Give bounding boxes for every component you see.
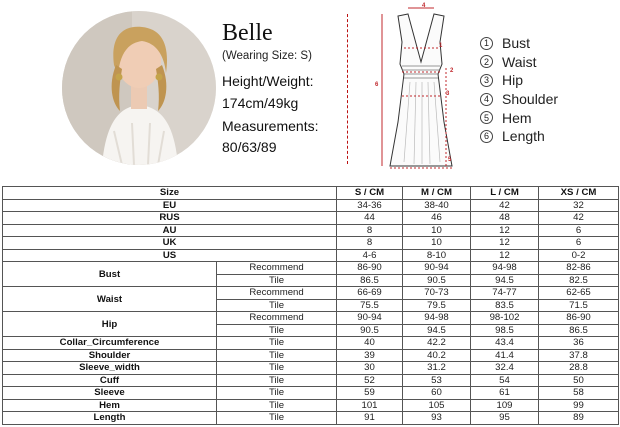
row-sublabel: Tile	[217, 299, 337, 312]
legend-item-hip	[480, 71, 558, 90]
legend-label: Hip	[502, 72, 524, 89]
value-cell: 8	[337, 237, 403, 250]
size-chart-body	[3, 187, 619, 425]
table-header-row	[3, 187, 619, 200]
value-cell: 91	[337, 412, 403, 425]
value-cell: 4-6	[337, 249, 403, 262]
marker-hem: 5	[448, 157, 452, 163]
row-sublabel: Tile	[217, 374, 337, 387]
table-row	[3, 312, 619, 325]
value-cell: 79.5	[403, 299, 471, 312]
row-label: Hip	[3, 312, 217, 337]
value-cell: 90.5	[403, 274, 471, 287]
row-label: Bust	[3, 262, 217, 287]
height-weight-value: 174cm/49kg	[222, 95, 299, 111]
legend-number: 3	[480, 74, 493, 87]
value-cell: 75.5	[337, 299, 403, 312]
legend-label: Waist	[502, 53, 537, 70]
value-cell: 40	[337, 337, 403, 350]
value-cell: 99	[539, 399, 619, 412]
legend-label: Shoulder	[502, 91, 559, 108]
value-cell: 61	[471, 387, 539, 400]
header-cell: Size	[3, 187, 337, 200]
value-cell: 98-102	[471, 312, 539, 325]
row-label: US	[3, 249, 337, 262]
value-cell: 54	[471, 374, 539, 387]
height-weight-label: Height/Weight:	[222, 73, 314, 89]
legend-label: Hem	[502, 109, 532, 126]
table-row	[3, 237, 619, 250]
marker-waist: 2	[450, 68, 454, 74]
legend-item-bust	[480, 34, 558, 53]
model-info-panel	[0, 0, 620, 186]
value-cell: 28.8	[539, 362, 619, 375]
row-sublabel: Tile	[217, 399, 337, 412]
marker-bust: 1	[439, 43, 443, 49]
value-cell: 46	[403, 212, 471, 225]
table-row	[3, 374, 619, 387]
value-cell: 10	[403, 237, 471, 250]
row-label: AU	[3, 224, 337, 237]
measurements-value: 80/63/89	[222, 139, 277, 155]
table-row	[3, 199, 619, 212]
row-label: UK	[3, 237, 337, 250]
row-label: Cuff	[3, 374, 217, 387]
value-cell: 44	[337, 212, 403, 225]
value-cell: 8	[337, 224, 403, 237]
row-sublabel: Tile	[217, 349, 337, 362]
legend-number: 2	[480, 55, 493, 68]
value-cell: 6	[539, 237, 619, 250]
value-cell: 70-73	[403, 287, 471, 300]
value-cell: 36	[539, 337, 619, 350]
row-sublabel: Tile	[217, 412, 337, 425]
table-row	[3, 287, 619, 300]
marker-shoulder: 4	[422, 3, 426, 9]
value-cell: 101	[337, 399, 403, 412]
row-label: EU	[3, 199, 337, 212]
value-cell: 12	[471, 249, 539, 262]
value-cell: 94.5	[403, 324, 471, 337]
divider	[347, 14, 348, 164]
model-photo	[62, 11, 216, 165]
value-cell: 62-65	[539, 287, 619, 300]
value-cell: 10	[403, 224, 471, 237]
legend-item-hem	[480, 108, 558, 127]
legend-item-shoulder	[480, 90, 558, 109]
value-cell: 66-69	[337, 287, 403, 300]
marker-length: 6	[375, 82, 379, 88]
value-cell: 59	[337, 387, 403, 400]
table-row	[3, 349, 619, 362]
value-cell: 41.4	[471, 349, 539, 362]
value-cell: 60	[403, 387, 471, 400]
wearing-size: (Wearing Size: S)	[222, 50, 312, 62]
value-cell: 94.5	[471, 274, 539, 287]
table-row	[3, 249, 619, 262]
value-cell: 43.4	[471, 337, 539, 350]
measurements-label: Measurements:	[222, 118, 319, 134]
value-cell: 98.5	[471, 324, 539, 337]
value-cell: 90-94	[403, 262, 471, 275]
value-cell: 34-36	[337, 199, 403, 212]
value-cell: 53	[403, 374, 471, 387]
legend-item-waist	[480, 53, 558, 72]
value-cell: 109	[471, 399, 539, 412]
legend-number: 6	[480, 130, 493, 143]
legend-item-length	[480, 127, 558, 146]
value-cell: 30	[337, 362, 403, 375]
size-chart-table	[2, 186, 619, 425]
table-row	[3, 412, 619, 425]
value-cell: 86.5	[337, 274, 403, 287]
value-cell: 71.5	[539, 299, 619, 312]
value-cell: 12	[471, 237, 539, 250]
value-cell: 58	[539, 387, 619, 400]
model-name: Belle	[222, 20, 273, 46]
table-row	[3, 224, 619, 237]
value-cell: 8-10	[403, 249, 471, 262]
row-label: Shoulder	[3, 349, 217, 362]
row-sublabel: Tile	[217, 324, 337, 337]
legend-number: 1	[480, 37, 493, 50]
value-cell: 82.5	[539, 274, 619, 287]
row-label: RUS	[3, 212, 337, 225]
row-label: Collar_Circumference	[3, 337, 217, 350]
row-sublabel: Tile	[217, 362, 337, 375]
dress-markers	[368, 2, 474, 172]
header-cell: L / CM	[471, 187, 539, 200]
legend-label: Length	[502, 128, 545, 145]
legend-number: 4	[480, 93, 493, 106]
table-row	[3, 362, 619, 375]
row-label: Waist	[3, 287, 217, 312]
value-cell: 89	[539, 412, 619, 425]
measurement-legend	[480, 34, 558, 146]
value-cell: 42	[539, 212, 619, 225]
row-sublabel: Recommend	[217, 262, 337, 275]
value-cell: 95	[471, 412, 539, 425]
value-cell: 38-40	[403, 199, 471, 212]
value-cell: 32	[539, 199, 619, 212]
row-sublabel: Recommend	[217, 312, 337, 325]
value-cell: 94-98	[403, 312, 471, 325]
value-cell: 32.4	[471, 362, 539, 375]
value-cell: 6	[539, 224, 619, 237]
value-cell: 0-2	[539, 249, 619, 262]
value-cell: 31.2	[403, 362, 471, 375]
table-row	[3, 399, 619, 412]
value-cell: 52	[337, 374, 403, 387]
value-cell: 39	[337, 349, 403, 362]
value-cell: 86-90	[337, 262, 403, 275]
table-row	[3, 212, 619, 225]
table-row	[3, 337, 619, 350]
row-sublabel: Tile	[217, 337, 337, 350]
header-cell: S / CM	[337, 187, 403, 200]
marker-hip: 3	[446, 91, 450, 97]
legend-number: 5	[480, 111, 493, 124]
value-cell: 90.5	[337, 324, 403, 337]
header-cell: M / CM	[403, 187, 471, 200]
value-cell: 93	[403, 412, 471, 425]
row-label: Length	[3, 412, 217, 425]
value-cell: 105	[403, 399, 471, 412]
value-cell: 94-98	[471, 262, 539, 275]
value-cell: 74-77	[471, 287, 539, 300]
value-cell: 48	[471, 212, 539, 225]
value-cell: 86-90	[539, 312, 619, 325]
value-cell: 86.5	[539, 324, 619, 337]
table-row	[3, 262, 619, 275]
value-cell: 40.2	[403, 349, 471, 362]
row-label: Hem	[3, 399, 217, 412]
row-sublabel: Recommend	[217, 287, 337, 300]
value-cell: 82-86	[539, 262, 619, 275]
value-cell: 50	[539, 374, 619, 387]
table-row	[3, 387, 619, 400]
value-cell: 37.8	[539, 349, 619, 362]
header-cell: XS / CM	[539, 187, 619, 200]
value-cell: 83.5	[471, 299, 539, 312]
row-label: Sleeve	[3, 387, 217, 400]
row-sublabel: Tile	[217, 387, 337, 400]
row-label: Sleeve_width	[3, 362, 217, 375]
value-cell: 90-94	[337, 312, 403, 325]
value-cell: 12	[471, 224, 539, 237]
value-cell: 42.2	[403, 337, 471, 350]
legend-label: Bust	[502, 35, 531, 52]
row-sublabel: Tile	[217, 274, 337, 287]
value-cell: 42	[471, 199, 539, 212]
